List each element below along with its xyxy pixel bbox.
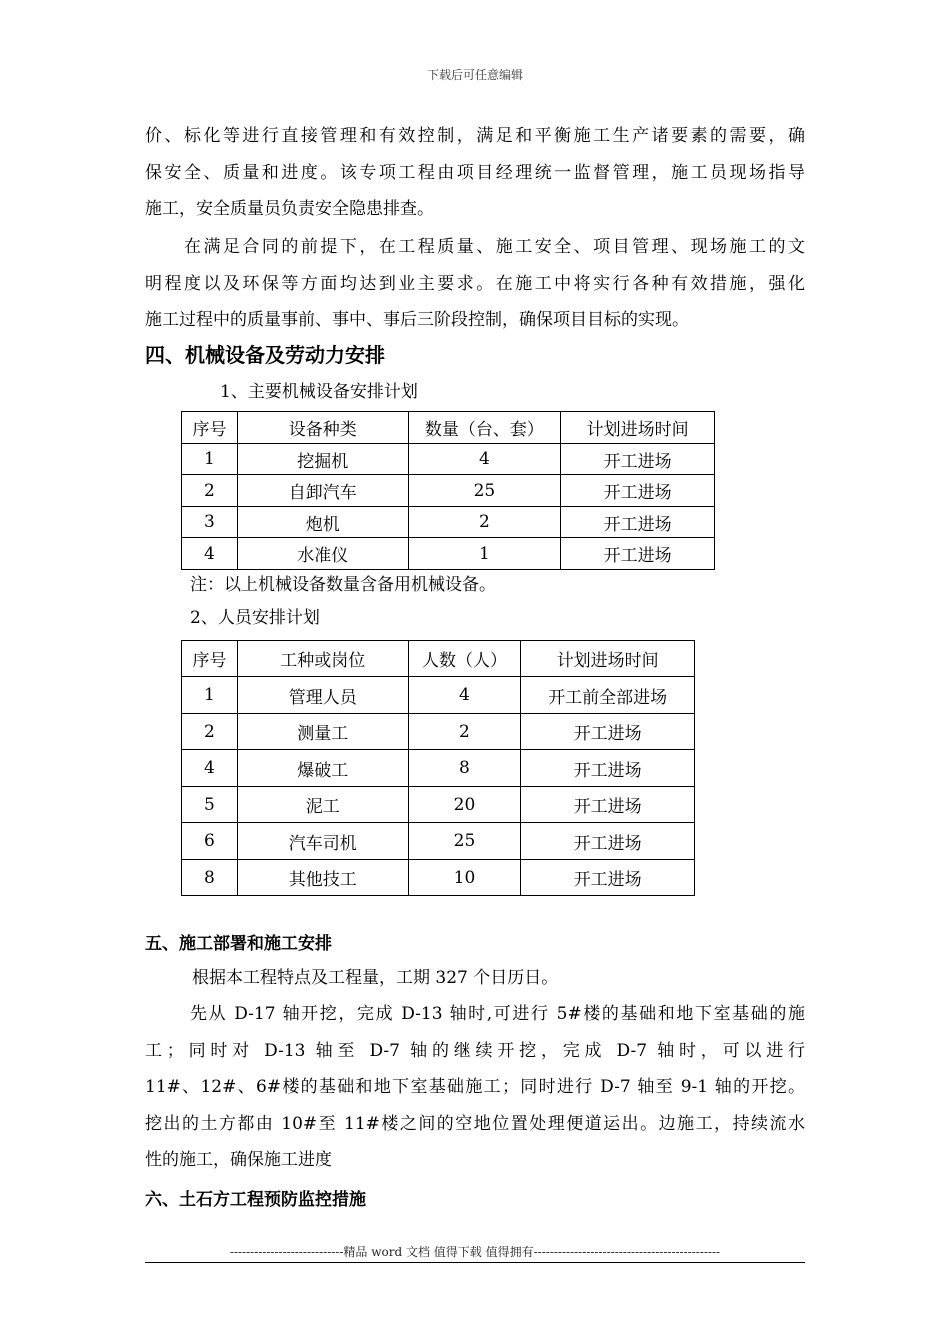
table-header-row bbox=[182, 641, 695, 677]
paragraph-line: 性的施工，确保施工进度 bbox=[145, 1150, 332, 1170]
table-row bbox=[182, 444, 715, 475]
header-cell: 计划进场时间 bbox=[561, 412, 715, 444]
table-row bbox=[182, 787, 695, 823]
table-cell: 2 bbox=[408, 507, 561, 538]
header-cell: 计划进场时间 bbox=[521, 641, 695, 677]
table-cell: 6 bbox=[182, 823, 238, 860]
table-cell: 开工进场 bbox=[521, 714, 695, 750]
table-cell: 其他技工 bbox=[237, 860, 408, 896]
table-cell: 10 bbox=[408, 860, 521, 896]
paragraph-line: 明程度以及环保等方面均达到业主要求。在施工中将实行各种有效措施，强化 bbox=[145, 273, 805, 294]
equipment-plan-title: 1、主要机械设备安排计划 bbox=[220, 382, 418, 402]
header-cell: 序号 bbox=[182, 412, 238, 444]
paragraph-line: 保安全、质量和进度。该专项工程由项目经理统一监督管理，施工员现场指导 bbox=[145, 162, 805, 183]
table-cell: 泥工 bbox=[237, 787, 408, 823]
paragraph-line: 价、标化等进行直接管理和有效控制，满足和平衡施工生产诸要素的需要，确 bbox=[145, 126, 805, 146]
equipment-table bbox=[181, 411, 715, 570]
table-cell: 20 bbox=[408, 787, 521, 823]
page-footer: ----------------------------精品 word 文档 值得下载 值得拥有---------------------------------------------- bbox=[229, 1245, 721, 1259]
table-cell: 爆破工 bbox=[237, 750, 408, 787]
table-cell: 炮机 bbox=[237, 507, 408, 538]
table-header-row bbox=[182, 412, 715, 444]
table-cell: 25 bbox=[408, 823, 521, 860]
table-row bbox=[182, 823, 695, 860]
table-row bbox=[182, 677, 695, 714]
paragraph-line: 挖出的土方都由 10#至 11#楼之间的空地位置处理便道运出。边施工，持续流水 bbox=[145, 1113, 805, 1134]
paragraph-3 bbox=[145, 996, 805, 1179]
staff-table bbox=[181, 640, 695, 896]
table-cell: 开工进场 bbox=[561, 475, 715, 507]
page-header: 下载后可任意编辑 bbox=[426, 68, 523, 82]
header-cell: 人数（人） bbox=[408, 641, 521, 677]
table-cell: 开工进场 bbox=[521, 823, 695, 860]
header-cell: 设备种类 bbox=[237, 412, 408, 444]
table-cell: 2 bbox=[182, 475, 238, 507]
header-cell: 序号 bbox=[182, 641, 238, 677]
table-row bbox=[182, 860, 695, 896]
table-cell: 2 bbox=[408, 714, 521, 750]
table-cell: 25 bbox=[408, 475, 561, 507]
table-cell: 开工进场 bbox=[521, 750, 695, 787]
schedule-line: 根据本工程特点及工程量，工期 327 个日历日。 bbox=[192, 968, 559, 988]
table-row bbox=[182, 475, 715, 507]
section-5-heading: 五、施工部署和施工安排 bbox=[145, 934, 332, 954]
table-cell: 4 bbox=[408, 444, 561, 475]
paragraph-line: 施工过程中的质量事前、事中、事后三阶段控制，确保项目目标的实现。 bbox=[145, 310, 689, 330]
paragraph-line: 在满足合同的前提下，在工程质量、施工安全、项目管理、现场施工的文 bbox=[145, 237, 805, 257]
paragraph-line: 工；同时对 D-13 轴至 D-7 轴的继续开挖，完成 D-7 轴时，可以进行 bbox=[145, 1040, 805, 1061]
section-6-heading: 六、土石方工程预防监控措施 bbox=[145, 1190, 366, 1210]
table-cell: 4 bbox=[182, 538, 238, 570]
table-cell: 测量工 bbox=[237, 714, 408, 750]
table-cell: 管理人员 bbox=[237, 677, 408, 714]
paragraph-1 bbox=[145, 118, 805, 228]
table-cell: 1 bbox=[408, 538, 561, 570]
table-cell: 开工进场 bbox=[521, 860, 695, 896]
table-cell: 开工进场 bbox=[521, 787, 695, 823]
table-cell: 开工进场 bbox=[561, 444, 715, 475]
staff-plan-title: 2、人员安排计划 bbox=[190, 608, 320, 628]
table-cell: 3 bbox=[182, 507, 238, 538]
table-cell: 开工前全部进场 bbox=[521, 677, 695, 714]
table-cell: 8 bbox=[408, 750, 521, 787]
paragraph-2 bbox=[145, 229, 805, 339]
table-cell: 开工进场 bbox=[561, 538, 715, 570]
table-cell: 水准仪 bbox=[237, 538, 408, 570]
paragraph-line: 11#、12#、6#楼的基础和地下室基础施工；同时进行 D-7 轴至 9-1 轴的开挖。 bbox=[145, 1077, 805, 1097]
paragraph-line: 施工，安全质量员负责安全隐患排查。 bbox=[145, 199, 434, 219]
table-cell: 8 bbox=[182, 860, 238, 896]
footer-rule bbox=[145, 1262, 805, 1263]
header-cell: 数量（台、套） bbox=[408, 412, 561, 444]
table-cell: 5 bbox=[182, 787, 238, 823]
table-row bbox=[182, 714, 695, 750]
table-cell: 1 bbox=[182, 444, 238, 475]
table-cell: 汽车司机 bbox=[237, 823, 408, 860]
section-4-heading: 四、机械设备及劳动力安排 bbox=[145, 343, 385, 367]
equipment-note: 注：以上机械设备数量含备用机械设备。 bbox=[190, 575, 496, 595]
table-cell: 1 bbox=[182, 677, 238, 714]
table-row bbox=[182, 507, 715, 538]
table-cell: 挖掘机 bbox=[237, 444, 408, 475]
table-row bbox=[182, 750, 695, 787]
table-cell: 开工进场 bbox=[561, 507, 715, 538]
paragraph-line: 先从 D-17 轴开挖，完成 D-13 轴时,可进行 5#楼的基础和地下室基础的施 bbox=[190, 1004, 805, 1024]
table-cell: 4 bbox=[408, 677, 521, 714]
table-cell: 自卸汽车 bbox=[237, 475, 408, 507]
table-row bbox=[182, 538, 715, 570]
header-cell: 工种或岗位 bbox=[237, 641, 408, 677]
table-cell: 4 bbox=[182, 750, 238, 787]
table-cell: 2 bbox=[182, 714, 238, 750]
